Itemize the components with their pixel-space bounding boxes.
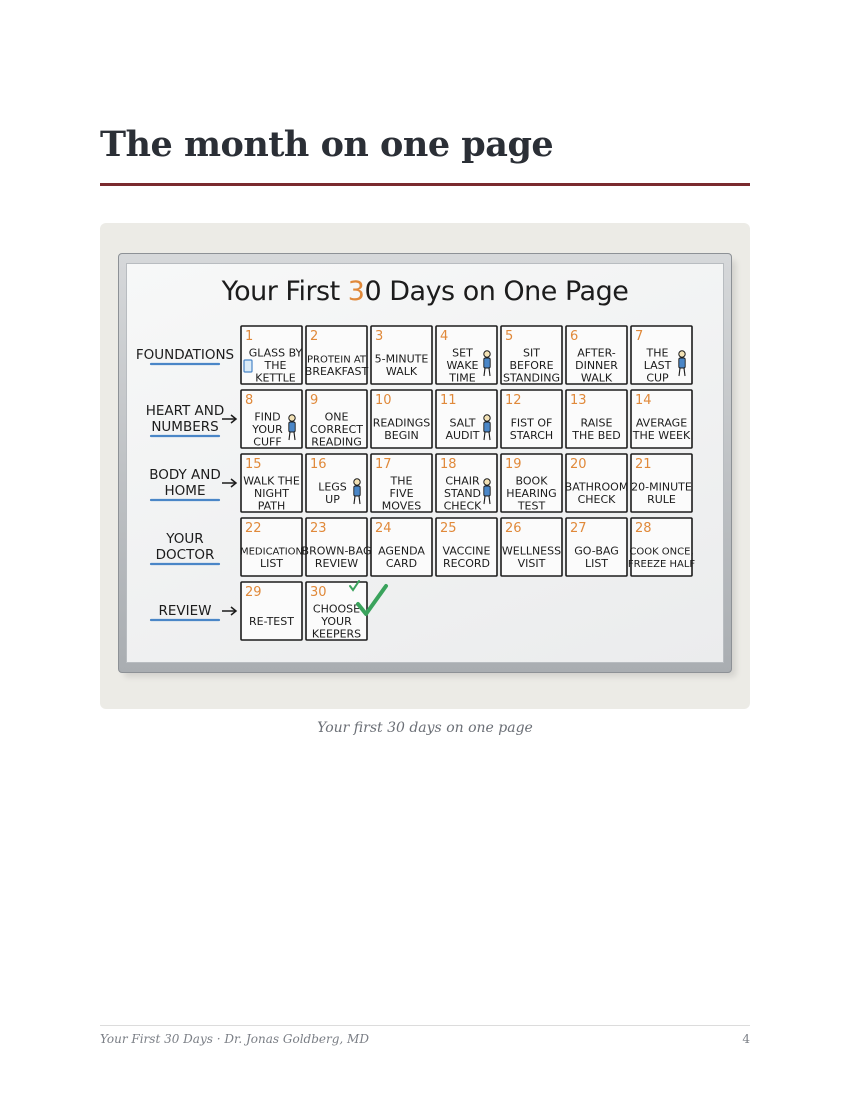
person-icon [354, 479, 360, 485]
day-task-text: BATHROOM [564, 480, 629, 494]
day-task-text: AUDIT [445, 429, 480, 442]
category-label: FOUNDATIONS [135, 347, 235, 363]
day-task-text: FIST OF [510, 416, 553, 430]
person-body-icon [289, 422, 295, 432]
day-task-text: THE BED [572, 429, 621, 442]
day-task-text: CHECK [577, 493, 616, 506]
day-task-text: THE WEEK [632, 429, 691, 442]
day-task-text: CHAIR [445, 474, 480, 488]
day-task-text: 20-MINUTE [631, 480, 692, 494]
day-number: 15 [245, 457, 262, 472]
category-label: REVIEW [158, 603, 212, 619]
day-task-text: RAISE [580, 416, 613, 430]
day-number: 17 [375, 457, 392, 472]
day-task-text: VISIT [517, 557, 546, 570]
day-task-text: TIME [449, 371, 476, 385]
person-icon [484, 415, 490, 421]
day-task-text: KETTLE [255, 371, 296, 385]
person-icon [679, 351, 685, 357]
category-label: YOUR [166, 531, 204, 547]
day-number: 16 [310, 457, 327, 472]
category-label: DOCTOR [155, 547, 215, 563]
day-task-text: FIND [254, 410, 281, 424]
day-task-text: YOUR [252, 422, 283, 436]
day-task-text: SET [452, 346, 473, 360]
day-task-text: TEST [517, 499, 546, 513]
day-task-text: THE [390, 474, 413, 488]
day-task-text: GO-BAG [574, 544, 619, 558]
day-task-text: LAST [643, 358, 672, 372]
board-title-accent: 3 [347, 276, 365, 307]
whiteboard-surface [126, 263, 724, 663]
day-task-text: GLASS BY [248, 346, 303, 360]
day-number: 12 [505, 393, 522, 408]
day-number: 18 [440, 457, 457, 472]
day-task-text: NIGHT [254, 486, 289, 500]
day-task-text: WALK [385, 365, 418, 378]
day-task-text: REVIEW [314, 557, 359, 570]
day-number: 25 [440, 521, 457, 536]
day-number: 10 [375, 393, 392, 408]
day-number: 30 [310, 585, 327, 600]
footer-divider [100, 1025, 750, 1026]
day-task-text: RECORD [442, 557, 491, 570]
day-task-text: WELLNESS [501, 544, 562, 558]
day-task-text: FIVE [389, 486, 414, 500]
day-task-text: VACCINE [442, 544, 491, 558]
day-number: 11 [440, 393, 457, 408]
calendar-grid [127, 264, 725, 664]
person-body-icon [484, 422, 490, 432]
day-task-text: PATH [257, 499, 286, 513]
day-task-text: STAND [443, 486, 482, 500]
day-number: 21 [635, 457, 652, 472]
person-icon [484, 479, 490, 485]
category-label: NUMBERS [151, 419, 219, 435]
person-body-icon [679, 358, 685, 368]
whiteboard-frame [118, 253, 732, 673]
day-number: 4 [440, 329, 449, 344]
day-task-text: AVERAGE [635, 416, 688, 430]
day-task-text: BEFORE [509, 358, 554, 372]
day-number: 7 [635, 329, 644, 344]
page-title: The month on one page [100, 124, 554, 165]
day-task-text: YOUR [321, 614, 352, 628]
page-number: 4 [742, 1032, 750, 1046]
whiteboard-photo [100, 223, 750, 709]
day-number: 6 [570, 329, 579, 344]
day-task-text: READING [311, 435, 362, 449]
day-number: 20 [570, 457, 587, 472]
day-task-text: MOVES [381, 499, 422, 513]
day-task-text: READINGS [372, 416, 431, 430]
person-body-icon [354, 486, 360, 496]
person-body-icon [484, 358, 490, 368]
day-task-text: BREAKFAST [304, 365, 369, 378]
day-task-text: SIT [523, 346, 540, 360]
title-divider [100, 183, 750, 186]
day-number: 26 [505, 521, 522, 536]
day-number: 9 [310, 393, 319, 408]
day-task-text: WALK THE [243, 474, 300, 488]
day-task-text: THE [264, 358, 287, 372]
day-task-text: ONE [324, 410, 349, 424]
day-task-text: AGENDA [378, 544, 425, 558]
day-task-text: BOOK [515, 474, 548, 488]
person-icon [484, 351, 490, 357]
day-number: 1 [245, 329, 254, 344]
day-task-text: BROWN-BAG [301, 544, 372, 558]
day-task-text: STARCH [509, 429, 554, 442]
day-task-text: PROTEIN AT [306, 354, 367, 366]
day-task-text: STANDING [502, 371, 561, 385]
day-number: 5 [505, 329, 514, 344]
category-label: HOME [164, 483, 206, 499]
day-number: 22 [245, 521, 262, 536]
day-number: 27 [570, 521, 587, 536]
day-task-text: LIST [584, 557, 609, 570]
day-task-text: SALT [449, 416, 476, 430]
board-title-end: 0 Days on One Page [364, 276, 629, 307]
day-task-text: RE-TEST [249, 614, 294, 628]
day-number: 29 [245, 585, 262, 600]
day-task-text: AFTER- [577, 346, 616, 360]
day-number: 8 [245, 393, 254, 408]
day-task-text: DINNER [575, 358, 618, 372]
day-task-text: 5-MINUTE [374, 352, 429, 366]
day-number: 13 [570, 393, 587, 408]
day-task-text: COOK ONCE, [629, 546, 694, 558]
day-task-text: FREEZE HALF [627, 559, 696, 570]
category-label: BODY AND [149, 467, 221, 483]
figure-caption: Your first 30 days on one page [317, 720, 533, 736]
day-task-text: MEDICATION [239, 546, 304, 558]
day-task-text: CHOOSE [312, 602, 361, 616]
day-task-text: BEGIN [384, 429, 419, 442]
day-task-text: CUP [646, 371, 669, 385]
day-task-text: LIST [259, 557, 284, 570]
day-number: 19 [505, 457, 522, 472]
day-task-text: RULE [647, 493, 676, 506]
day-number: 23 [310, 521, 327, 536]
day-task-text: WALK [580, 371, 613, 385]
day-task-text: CORRECT [310, 422, 363, 436]
day-number: 24 [375, 521, 392, 536]
person-body-icon [484, 486, 490, 496]
day-task-text: UP [325, 493, 340, 506]
day-task-text: HEARING [506, 486, 557, 500]
glass-icon [244, 360, 252, 372]
day-number: 28 [635, 521, 652, 536]
day-task-text: CUFF [253, 435, 282, 449]
day-number: 3 [375, 329, 384, 344]
day-task-text: THE [646, 346, 669, 360]
day-task-text: KEEPERS [311, 627, 362, 641]
day-number: 2 [310, 329, 319, 344]
person-icon [289, 415, 295, 421]
footer-running-title: Your First 30 Days · Dr. Jonas Goldberg, MD [100, 1032, 369, 1046]
category-label: HEART AND [145, 403, 225, 419]
day-task-text: WAKE [446, 358, 479, 372]
day-number: 14 [635, 393, 652, 408]
day-task-text: CARD [385, 557, 418, 570]
day-task-text: CHECK [443, 499, 482, 513]
board-title-start: Your First [221, 276, 348, 307]
day-task-text: LEGS [318, 480, 347, 494]
